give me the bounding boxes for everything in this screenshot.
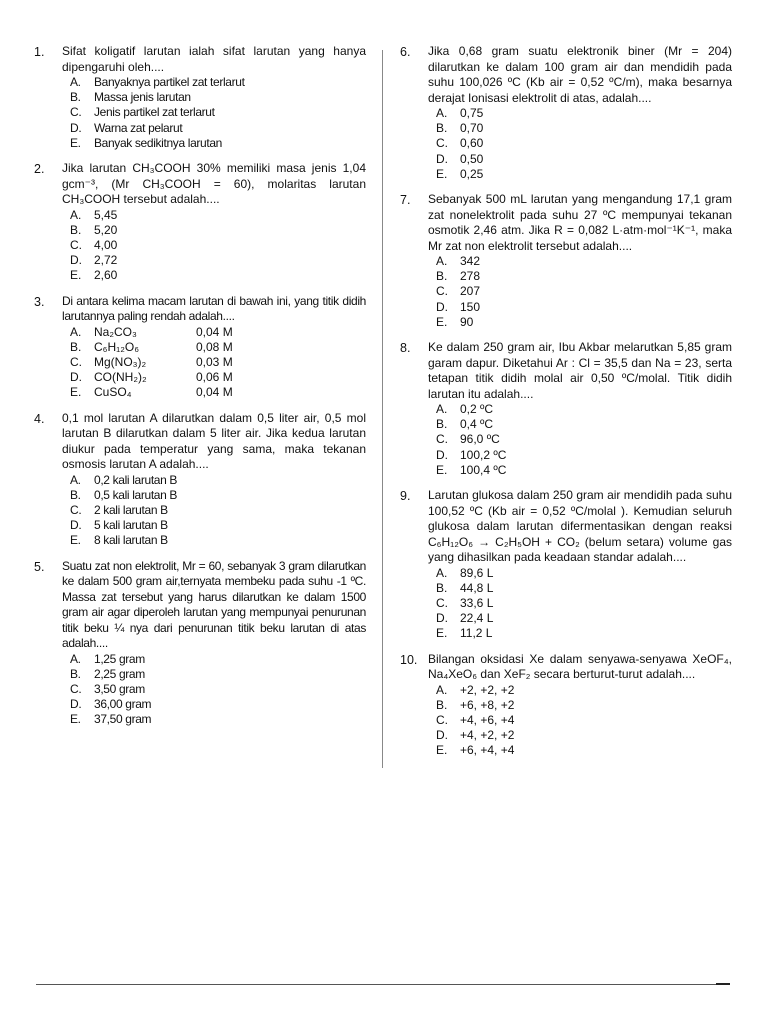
option-text: Warna zat pelarut (94, 120, 183, 135)
option-letter: B. (436, 580, 448, 595)
option-c[interactable] (436, 284, 732, 299)
option-e[interactable] (436, 743, 732, 758)
option-text: 11,2 L (460, 626, 493, 641)
question-6 (400, 44, 732, 182)
option-e[interactable] (436, 167, 732, 182)
option-a[interactable] (436, 566, 732, 581)
question-number: 3. (34, 294, 45, 309)
option-c[interactable] (436, 713, 732, 728)
option-e[interactable] (70, 136, 366, 151)
option-e[interactable] (70, 268, 366, 283)
option-b[interactable] (70, 223, 366, 238)
option-text: Jenis partikel zat terlarut (94, 105, 215, 120)
option-text: 0,75 (460, 106, 484, 120)
option-d[interactable] (436, 300, 732, 315)
question-stem: Jika 0,68 gram suatu elektronik biner (Mr = 204) dilarutkan ke dalam 100 gram air dan mendidih pada suhu 100,026 ºC (Kb air = 0,52 ºC/m), maka besarnya derajat Ionisasi elektrolit di atas, adalah.... (428, 44, 732, 105)
option-letter: E. (436, 314, 448, 329)
option-text: 0,70 (460, 121, 484, 136)
option-text: 96,0 ºC (460, 432, 500, 447)
option-text: Banyaknya partikel zat terlarut (94, 75, 245, 89)
option-letter: E. (70, 712, 81, 727)
option-e[interactable] (70, 385, 366, 400)
column-divider (382, 50, 383, 768)
question-number: 5. (34, 559, 45, 574)
option-c[interactable] (436, 432, 732, 447)
option-letter: D. (70, 697, 82, 712)
question-number: 9. (400, 489, 411, 504)
option-list (70, 652, 366, 728)
option-letter: A. (436, 682, 448, 697)
footer-mark (716, 983, 730, 985)
option-text: 207 (460, 284, 481, 299)
option-text: Banyak sedikitnya larutan (94, 135, 222, 150)
option-letter: D. (70, 518, 82, 533)
question-5 (34, 559, 366, 728)
option-a[interactable] (436, 254, 732, 269)
option-text: 90 (460, 314, 474, 329)
option-letter: D. (70, 253, 82, 268)
option-letter: B. (70, 666, 81, 681)
option-b[interactable] (436, 581, 732, 596)
option-b[interactable] (70, 488, 366, 503)
option-e[interactable] (436, 315, 732, 330)
option-letter: A. (436, 106, 448, 120)
option-text: 0,60 (460, 136, 484, 151)
option-text: +4, +6, +4 (460, 712, 515, 727)
question-stem: 0,1 mol larutan A dilarutkan dalam 0,5 liter air, 0,5 mol larutan B dilarutkan dalam 5 liter air. Jika kedua larutan diukur pada temperatur yang sama, maka tekanan osmosis larutan A adalah.... (62, 410, 366, 472)
option-text: 8 kali larutan B (94, 533, 168, 548)
option-text: +2, +2, +2 (460, 682, 515, 697)
option-e[interactable] (436, 463, 732, 478)
option-e[interactable] (70, 712, 366, 727)
option-text: 100,2 ºC (460, 447, 507, 462)
option-letter: B. (70, 90, 81, 105)
option-d[interactable] (70, 253, 366, 268)
question-3 (34, 294, 366, 401)
option-text: 5,20 (94, 222, 118, 237)
question-stem: Ke dalam 250 gram air, Ibu Akbar melarutkan 5,85 gram garam dapur. Diketahui Ar : Cl = 35,5 dan Na = 23, serta tetapan titik didih molal air 0,50 ºC/molal. Titik didih larutan itu adalah.... (428, 340, 732, 401)
option-d[interactable] (70, 518, 366, 533)
option-d[interactable] (70, 697, 366, 712)
option-text: 0,50 (460, 151, 484, 166)
option-a[interactable] (70, 325, 366, 340)
question-number: 6. (400, 45, 411, 59)
option-text: 36,00 gram (94, 697, 152, 712)
option-text: 0,4 ºC (460, 417, 494, 432)
option-text: 2,72 (94, 253, 118, 268)
option-letter: A. (70, 472, 81, 487)
option-letter: C. (436, 595, 448, 610)
question-stem: Di antara kelima macam larutan di bawah ini, yang titik didih larutannya paling rendah adalah.... (62, 293, 366, 324)
option-concentration: 0,08 M (196, 339, 233, 354)
option-text: +4, +2, +2 (460, 728, 515, 743)
option-letter: C. (436, 284, 448, 299)
option-text: 0,5 kali larutan B (94, 487, 178, 502)
option-concentration: 0,06 M (196, 370, 233, 385)
option-letter: B. (436, 121, 448, 136)
question-2 (34, 161, 366, 284)
option-c[interactable] (436, 136, 732, 151)
option-letter: A. (70, 324, 82, 339)
option-list (70, 208, 366, 284)
option-b[interactable] (436, 269, 732, 284)
option-c[interactable] (70, 238, 366, 253)
option-d[interactable] (436, 611, 732, 626)
option-text: 100,4 ºC (460, 462, 507, 477)
option-a[interactable] (70, 473, 366, 488)
option-b[interactable] (436, 698, 732, 713)
option-letter: B. (70, 339, 82, 354)
option-text: 2,25 gram (94, 666, 145, 681)
option-d[interactable] (436, 152, 732, 167)
option-list (436, 254, 732, 330)
option-text: 22,4 L (460, 611, 494, 626)
question-9 (400, 488, 732, 642)
option-text: 2,60 (94, 268, 118, 283)
option-d[interactable] (70, 121, 366, 136)
option-c[interactable] (70, 105, 366, 120)
option-a[interactable] (436, 402, 732, 417)
option-text: 150 (460, 299, 481, 314)
option-letter: A. (436, 402, 448, 417)
option-b[interactable] (70, 340, 366, 355)
option-text: +6, +4, +4 (460, 743, 515, 758)
option-list (436, 106, 732, 182)
option-d[interactable] (436, 728, 732, 743)
option-text: 44,8 L (460, 580, 494, 595)
option-letter: B. (436, 697, 448, 712)
option-concentration: 0,04 M (196, 385, 233, 400)
option-c[interactable] (436, 596, 732, 611)
option-text: 0,2 kali larutan B (94, 472, 178, 487)
option-letter: E. (70, 268, 82, 283)
option-list (70, 473, 366, 549)
option-letter: A. (70, 651, 81, 666)
option-list (70, 75, 366, 151)
option-letter: D. (436, 611, 448, 626)
option-text: 33,6 L (460, 595, 494, 610)
option-a[interactable] (70, 208, 366, 223)
option-formula: CuSO₄ (94, 385, 132, 400)
option-letter: B. (436, 269, 448, 284)
option-letter: E. (436, 743, 448, 758)
question-number: 8. (400, 341, 411, 356)
option-letter: D. (436, 151, 448, 166)
option-text: 37,50 gram (94, 712, 152, 727)
option-a[interactable] (70, 75, 366, 90)
option-letter: E. (436, 626, 448, 641)
question-stem: Suatu zat non elektrolit, Mr = 60, sebanyak 3 gram dilarutkan ke dalam 500 gram air,ternyata membeku pada suhu -1 ºC. Massa zat tersebut yang harus dilarutkan ke dalam 1500 gram air agar diperoleh larutan yang mempunyai penurunan titik beku ¼ nya dari penurunan titik beku larutan di atas adalah.... (62, 558, 366, 651)
question-stem: Jika larutan CH₃COOH 30% memiliki masa jenis 1,04 gcm⁻³, (Mr CH₃COOH = 60), molaritas larutan CH₃COOH tersebut adalah.... (62, 161, 366, 207)
option-letter: D. (70, 120, 82, 135)
left-column (34, 44, 366, 738)
option-d[interactable] (436, 448, 732, 463)
option-text: 0,25 (460, 166, 484, 181)
option-letter: C. (436, 712, 448, 727)
option-formula: C₆H₁₂O₆ (94, 339, 140, 354)
option-letter: B. (436, 417, 448, 432)
option-text: 1,25 gram (94, 651, 145, 666)
option-letter: E. (70, 385, 82, 400)
option-text: 4,00 (94, 237, 118, 252)
option-text: 89,6 L (460, 565, 494, 580)
option-letter: A. (70, 207, 82, 222)
question-10 (400, 652, 732, 759)
option-e[interactable] (70, 533, 366, 548)
option-letter: C. (70, 105, 82, 120)
question-1 (34, 44, 366, 151)
option-text: 5 kali larutan B (94, 518, 168, 533)
option-formula: Mg(NO₃)₂ (94, 354, 147, 369)
option-b[interactable] (436, 417, 732, 432)
question-number: 2. (34, 162, 45, 177)
option-text: Massa jenis larutan (94, 90, 191, 105)
question-stem: Bilangan oksidasi Xe dalam senyawa-senyawa XeOF₄, Na₄XeO₆ dan XeF₂ secara berturut-turut adalah.... (428, 651, 732, 682)
option-b[interactable] (70, 90, 366, 105)
option-letter: C. (436, 432, 448, 447)
question-number: 4. (34, 411, 45, 426)
option-text: 0,2 ºC (460, 402, 494, 417)
option-letter: D. (70, 370, 82, 385)
question-number: 7. (400, 193, 411, 208)
option-a[interactable] (436, 683, 732, 698)
option-a[interactable] (436, 106, 732, 121)
option-letter: C. (70, 681, 82, 696)
right-column (400, 44, 732, 769)
option-letter: D. (436, 728, 448, 743)
question-stem: Sebanyak 500 mL larutan yang mengandung 17,1 gram zat nonelektrolit pada suhu 27 ºC mempunyai tekanan osmotik 2,46 atm. Jika R = 0,082 L·atm·mol⁻¹K⁻¹, maka Mr zat non elektrolit tersebut adalah.... (428, 192, 732, 253)
option-text: 2 kali larutan B (94, 502, 168, 517)
option-letter: E. (436, 166, 448, 181)
option-formula: CO(NH₂)₂ (94, 370, 147, 385)
option-text: 278 (460, 269, 481, 284)
option-a[interactable] (70, 652, 366, 667)
question-7 (400, 192, 732, 330)
option-letter: E. (70, 533, 81, 548)
footer-rule (36, 984, 730, 985)
option-letter: B. (70, 487, 81, 502)
question-8 (400, 340, 732, 478)
option-letter: A. (70, 75, 81, 89)
option-c[interactable] (70, 503, 366, 518)
option-letter: B. (70, 222, 82, 237)
option-letter: E. (436, 462, 448, 477)
option-b[interactable] (70, 667, 366, 682)
option-letter: C. (70, 354, 82, 369)
option-concentration: 0,03 M (196, 354, 233, 369)
option-list (436, 566, 732, 642)
option-letter: E. (70, 135, 81, 150)
option-text: +6, +8, +2 (460, 697, 515, 712)
question-4 (34, 411, 366, 549)
option-letter: A. (436, 254, 448, 269)
question-number: 1. (34, 45, 45, 59)
option-letter: D. (436, 299, 448, 314)
question-stem: Sifat koligatif larutan ialah sifat larutan yang hanya dipengaruhi oleh.... (62, 44, 366, 74)
option-text: 3,50 gram (94, 681, 145, 696)
option-letter: C. (70, 502, 82, 517)
option-letter: C. (70, 237, 82, 252)
option-b[interactable] (436, 121, 732, 136)
option-list (436, 402, 732, 478)
option-c[interactable] (70, 682, 366, 697)
option-c[interactable] (70, 355, 366, 370)
option-e[interactable] (436, 626, 732, 641)
option-list (436, 683, 732, 759)
question-stem: Larutan glukosa dalam 250 gram air mendidih pada suhu 100,52 ºC (Kb air = 0,52 ºC/molal ). Kemudian seluruh glukosa dalam larutan difermentasikan dengan reaksi C₆H₁₂O₆ → C₂H₅OH + CO₂ (belum setara) volume gas yang dihasilkan pada keadaan standar adalah.... (428, 488, 732, 565)
option-list (70, 325, 366, 401)
option-letter: C. (436, 136, 448, 151)
option-letter: D. (436, 447, 448, 462)
option-text: 342 (460, 254, 481, 269)
option-text: 5,45 (94, 207, 118, 222)
option-formula: Na₂CO₃ (94, 324, 137, 339)
option-d[interactable] (70, 370, 366, 385)
option-concentration: 0,04 M (196, 324, 233, 339)
question-number: 10. (400, 652, 418, 667)
option-letter: A. (436, 565, 448, 580)
